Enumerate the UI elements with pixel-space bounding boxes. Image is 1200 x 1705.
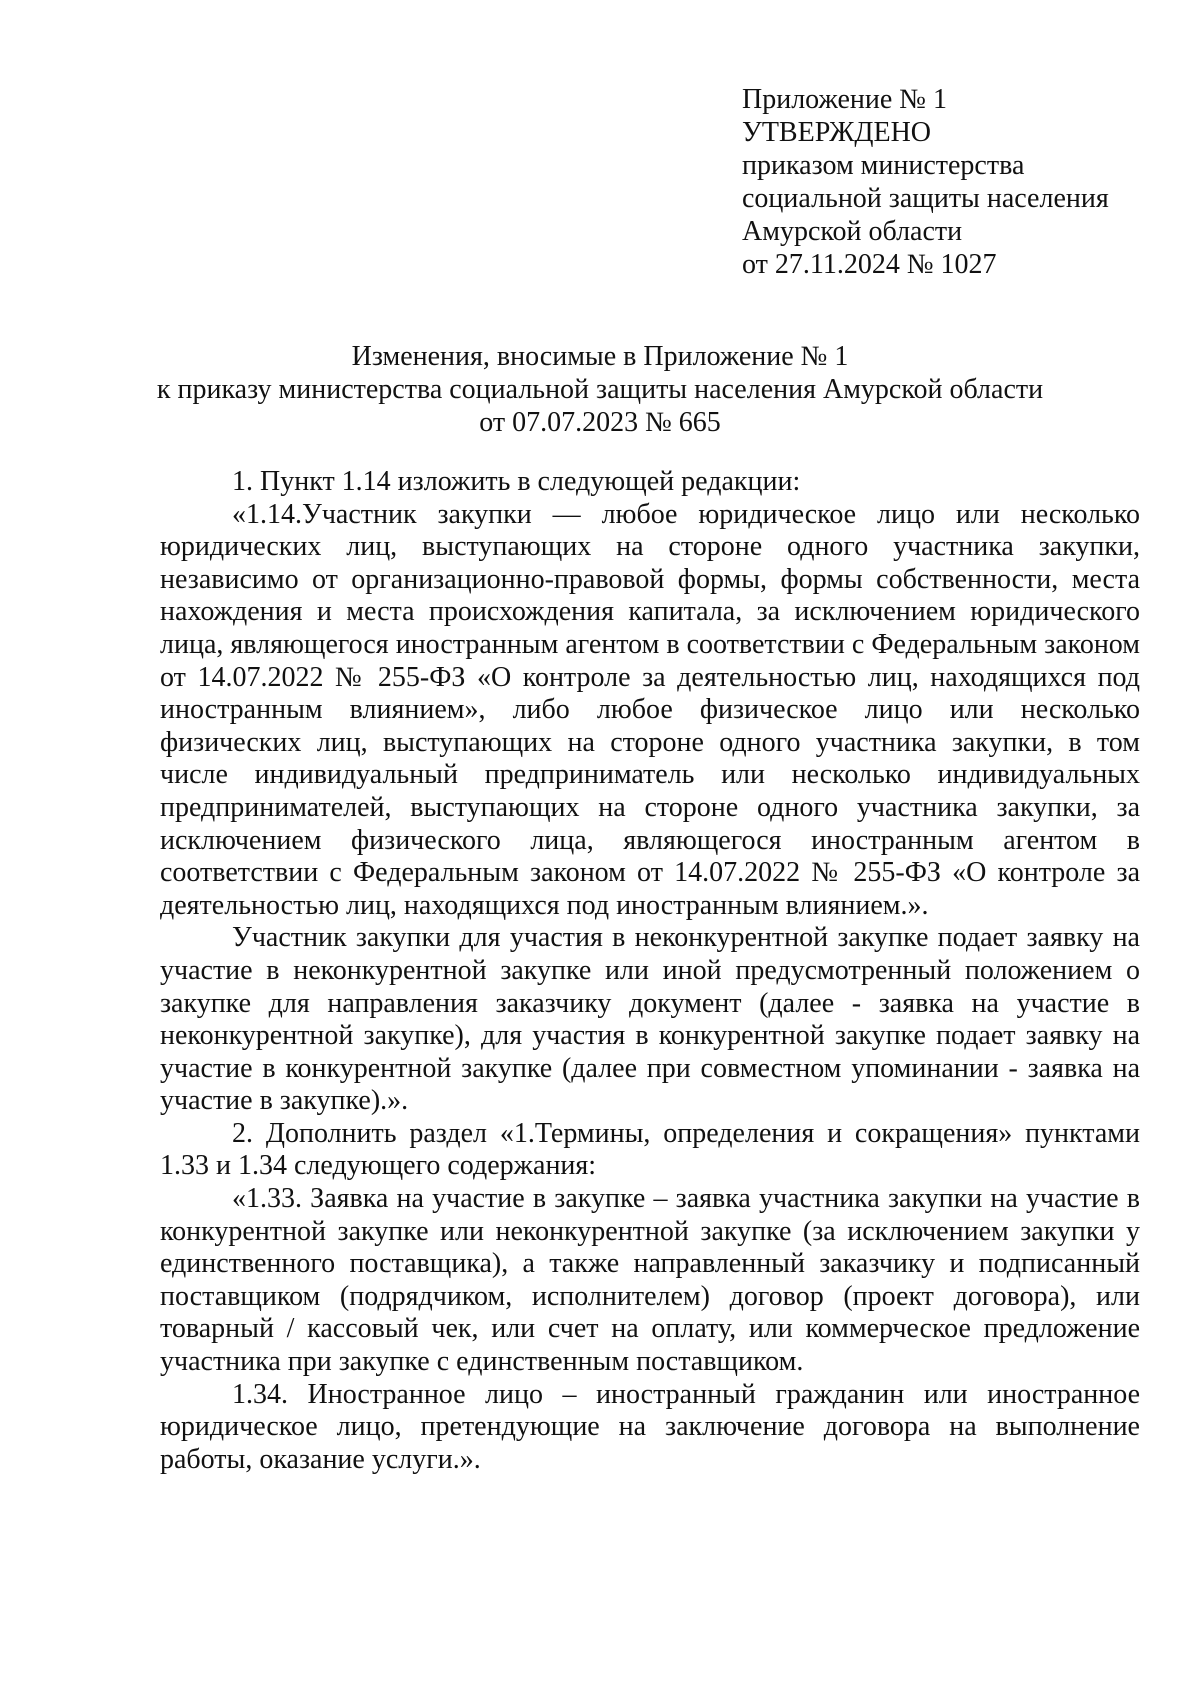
- region-line: Амурской области: [742, 216, 963, 247]
- paragraph-1-14-definition: «1.14.Участник закупки — любое юридическое лицо или несколько юридических лиц, выступающих на стороне одного участника закупки, независимо от организационно-правовой формы, формы собственности, места нахождения и места происхождения капитала, за исключением юридического лица, являющегося иностранным агентом в соответствии с Федеральным законом от 14.07.2022 № 255-ФЗ «О контроле за деятельностью лиц, находящихся под иностранным влиянием», либо любое физическое лицо или несколько физических лиц, выступающих на стороне одного участника закупки, в том числе индивидуальный предприниматель или несколько индивидуальных предпринимателей, выступающих на стороне одного участника закупки, за исключением физического лица, являющегося иностранным агентом в соответствии с Федеральным законом от 14.07.2022 № 255-ФЗ «О контроле за деятельностью лиц, находящихся под иностранным влиянием.».: [160, 498, 1140, 921]
- paragraph-1-33-definition: «1.33. Заявка на участие в закупке – заявка участника закупки на участие в конкурентной закупке или неконкурентной закупке (за исключением закупки у единственного поставщика), а также направленный заказчику и подписанный поставщиком (подрядчиком, исполнителем) договор (проект договора), или товарный / кассовый чек, или счет на оплату, или коммерческое предложение участника при закупке с единственным поставщиком.: [160, 1183, 1140, 1378]
- ministry-line: социальной защиты населения: [742, 183, 1109, 214]
- document-body: [160, 466, 1140, 1476]
- order-date-number: от 27.11.2024 № 1027: [742, 249, 997, 280]
- approved-stamp-text: УТВЕРЖДЕНО: [742, 117, 932, 148]
- paragraph-item-1: 1. Пункт 1.14 изложить в следующей редакции:: [232, 466, 801, 497]
- document-title: [150, 340, 1050, 439]
- title-line-3: от 07.07.2023 № 665: [479, 407, 721, 438]
- approval-block: [742, 83, 1162, 281]
- title-line-1: Изменения, вносимые в Приложение № 1: [351, 341, 849, 372]
- title-line-2: к приказу министерства социальной защиты населения Амурской области: [156, 374, 1044, 405]
- paragraph-1-34-definition: 1.34. Иностранное лицо – иностранный гражданин или иностранное юридическое лицо, претендующие на заключение договора на выполнение работы, оказание услуги.».: [160, 1378, 1140, 1475]
- approved-by-line: приказом министерства: [742, 150, 1025, 181]
- paragraph-participant-application: Участник закупки для участия в неконкурентной закупке подает заявку на участие в неконкурентной закупке или иной предусмотренный положением о закупке для направления заказчику документ (далее - заявка на участие в неконкурентной закупке), для участия в конкурентной закупке подает заявку на участие в конкурентной закупке (далее при совместном упоминании - заявка на участие в закупке).».: [160, 922, 1140, 1117]
- paragraph-item-2: 2. Дополнить раздел «1.Термины, определения и сокращения» пунктами 1.33 и 1.34 следующего содержания:: [160, 1117, 1140, 1182]
- appendix-number: Приложение № 1: [742, 84, 947, 115]
